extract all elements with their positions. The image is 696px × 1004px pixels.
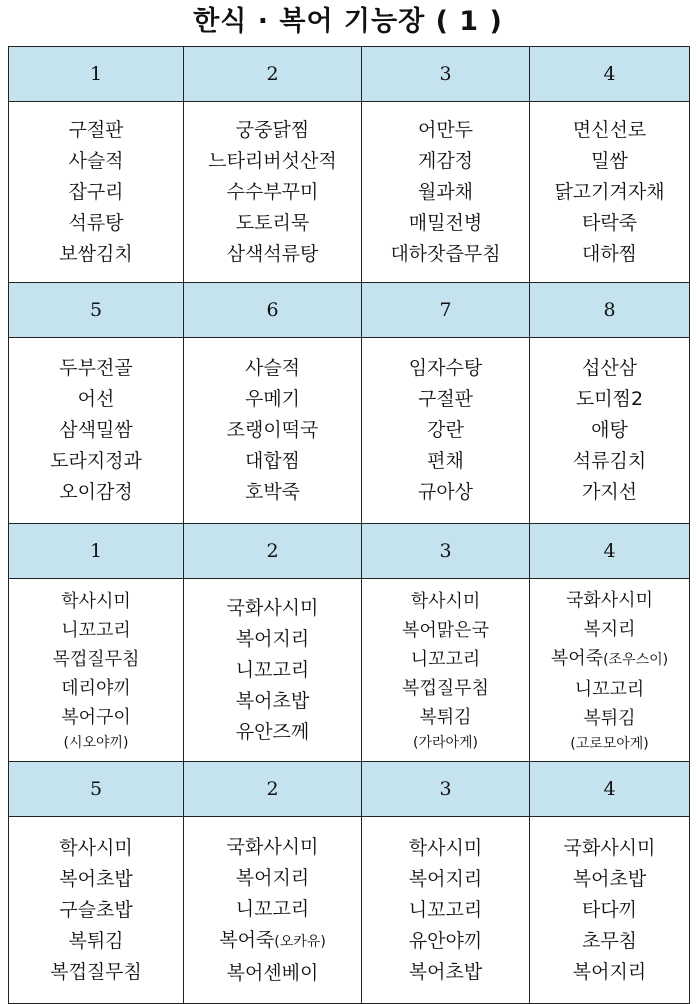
dish-name: 게감정 — [417, 149, 474, 172]
dish-name: 가지선 — [581, 481, 638, 503]
dish-name: 학사시미 — [59, 836, 133, 859]
column-number-header: 3 — [362, 47, 530, 102]
section-header-row — [9, 524, 690, 579]
dish-list-cell — [530, 338, 690, 524]
dish-name: 삼색석류탕 — [226, 242, 319, 265]
dish-list-cell — [184, 338, 362, 524]
dish-list-cell — [184, 817, 362, 1004]
dish-name: 규아상 — [417, 481, 474, 503]
dish-name: 복어초밥 — [408, 960, 483, 983]
dish-name: 복어구이 — [61, 706, 131, 728]
dish-name: 국화사시미 — [226, 835, 319, 858]
dish-list-cell — [362, 338, 530, 524]
dish-list-cell — [530, 579, 690, 762]
dish-list-cell — [184, 579, 362, 762]
dish-name: 애탕 — [591, 419, 628, 441]
dish-name: 오이감정 — [59, 481, 133, 503]
column-number-header: 4 — [530, 524, 690, 579]
page-title: 한식 · 복어 기능장 ( 1 ) — [193, 6, 503, 37]
column-number-header: 2 — [184, 524, 362, 579]
dish-name: 복어지리 — [572, 960, 647, 983]
dish-name: 니꼬고리 — [410, 648, 481, 670]
dish-list-cell — [9, 338, 184, 524]
column-number-header: 3 — [362, 762, 530, 817]
dish-name: 대합찜 — [244, 450, 301, 472]
section-body-row — [9, 338, 690, 524]
dish-name: 국화사시미 — [226, 596, 319, 619]
dish-name: 두부전골 — [59, 357, 133, 379]
dish-name: 니꼬고리 — [235, 658, 310, 681]
dish-name: 유안즈께 — [235, 720, 310, 743]
dish-name: 복어센베이 — [226, 961, 319, 984]
dish-name: 데리야끼 — [61, 677, 131, 699]
dish-name: 닭고기겨자채 — [554, 180, 665, 203]
column-number-header: 4 — [530, 762, 690, 817]
dish-name: 사슬적 — [244, 357, 301, 379]
dish-list-cell — [9, 579, 184, 762]
section-header-row — [9, 47, 690, 102]
dish-name: 석류탕 — [68, 211, 124, 234]
dish-name: 타락죽 — [581, 211, 638, 234]
dish-name: 도토리묵 — [235, 211, 310, 234]
section-body-row — [9, 579, 690, 762]
dish-name: 복껍질무침 — [50, 960, 142, 983]
dish-name: 복어지리 — [235, 627, 310, 650]
dish-name: 강란 — [427, 419, 464, 441]
column-number-header: 4 — [530, 47, 690, 102]
dish-name: 니꼬고리 — [574, 678, 645, 700]
dish-name: 매밀전병 — [408, 211, 483, 234]
dish-list-cell — [362, 817, 530, 1004]
dish-name: 유안야끼 — [408, 929, 483, 952]
section-body-row — [9, 102, 690, 283]
column-number-header: 7 — [362, 283, 530, 338]
dish-name: 면신선로 — [572, 118, 647, 141]
dish-name: 니꼬고리 — [408, 898, 483, 921]
dish-note: (시오야끼) — [63, 734, 129, 751]
dish-name: 궁중닭찜 — [235, 118, 310, 141]
dish-name: 구슬초밥 — [59, 898, 133, 921]
dish-name: 복어죽(조우스이) — [550, 647, 669, 669]
dish-name: 사슬적 — [68, 149, 124, 172]
dish-name: 복어맑은국 — [402, 619, 489, 641]
column-number-header: 2 — [184, 762, 362, 817]
dish-list-cell — [362, 579, 530, 762]
dish-name: 학사시미 — [408, 836, 483, 859]
dish-name: 구절판 — [417, 388, 474, 410]
dish-name: 복어지리 — [235, 866, 310, 889]
column-number-header: 1 — [9, 47, 184, 102]
dish-list-cell — [9, 102, 184, 283]
section-header-row — [9, 762, 690, 817]
dish-name: 도미찜2 — [575, 388, 644, 410]
dish-name: 복어초밥 — [235, 689, 310, 712]
column-number-header: 2 — [184, 47, 362, 102]
dish-name: 목껍질무침 — [52, 648, 140, 670]
dish-name: 구절판 — [68, 118, 124, 141]
dish-name: 학사시미 — [61, 590, 131, 612]
dish-name: 니꼬고리 — [61, 619, 131, 641]
dish-name: 복어지리 — [408, 867, 483, 890]
dish-list-cell — [530, 102, 690, 283]
dish-name: 복지리 — [583, 618, 636, 640]
dish-list-cell — [530, 817, 690, 1004]
dish-name: 학사시미 — [410, 590, 481, 612]
dish-name: 복어초밥 — [572, 867, 647, 890]
dish-name: 국화사시미 — [563, 836, 656, 859]
dish-name: 복어초밥 — [59, 867, 133, 890]
menu-table — [8, 46, 690, 1004]
dish-name: 타다끼 — [581, 898, 638, 921]
dish-name: 수수부꾸미 — [226, 180, 319, 203]
dish-name: 임자수탕 — [408, 357, 483, 379]
section-body-row — [9, 817, 690, 1004]
dish-name: 대하찜 — [581, 242, 638, 265]
dish-name: 보쌈김치 — [59, 242, 133, 265]
column-number-header: 8 — [530, 283, 690, 338]
column-number-header: 6 — [184, 283, 362, 338]
dish-name: 대하잣즙무침 — [390, 242, 501, 265]
dish-note: (고로모아게) — [570, 735, 649, 752]
dish-name: 우메기 — [244, 388, 301, 410]
column-number-header: 1 — [9, 524, 184, 579]
dish-name: 삼색밀쌈 — [59, 419, 133, 441]
column-number-header: 3 — [362, 524, 530, 579]
dish-name: 초무침 — [581, 929, 638, 952]
dish-list-cell — [9, 817, 184, 1004]
dish-name: 어선 — [77, 388, 115, 410]
dish-name: 복튀김 — [419, 706, 472, 728]
dish-name: 어만두 — [417, 118, 474, 141]
dish-name: 니꼬고리 — [235, 897, 310, 920]
dish-name: 밀쌈 — [591, 149, 628, 172]
dish-note: (가라아게) — [412, 734, 479, 751]
column-number-header: 5 — [9, 283, 184, 338]
dish-name: 섭산삼 — [581, 357, 638, 379]
dish-name: 도라지정과 — [50, 450, 142, 472]
dish-name: 편채 — [427, 450, 464, 472]
dish-name: 복어죽(오카유) — [219, 928, 326, 951]
dish-list-cell — [362, 102, 530, 283]
dish-name: 복껍질무침 — [402, 677, 489, 699]
dish-name: 월과채 — [417, 180, 474, 203]
dish-name: 국화사시미 — [566, 589, 653, 611]
section-header-row — [9, 283, 690, 338]
dish-name: 석류김치 — [572, 450, 647, 472]
dish-name: 조랭이떡국 — [226, 419, 319, 441]
dish-list-cell — [184, 102, 362, 283]
dish-name: 호박죽 — [244, 481, 301, 503]
dish-name: 잡구리 — [68, 180, 124, 203]
dish-name: 느타리버섯산적 — [208, 149, 337, 172]
dish-name: 복튀김 — [583, 707, 636, 729]
column-number-header: 5 — [9, 762, 184, 817]
dish-name: 복튀김 — [68, 929, 124, 952]
